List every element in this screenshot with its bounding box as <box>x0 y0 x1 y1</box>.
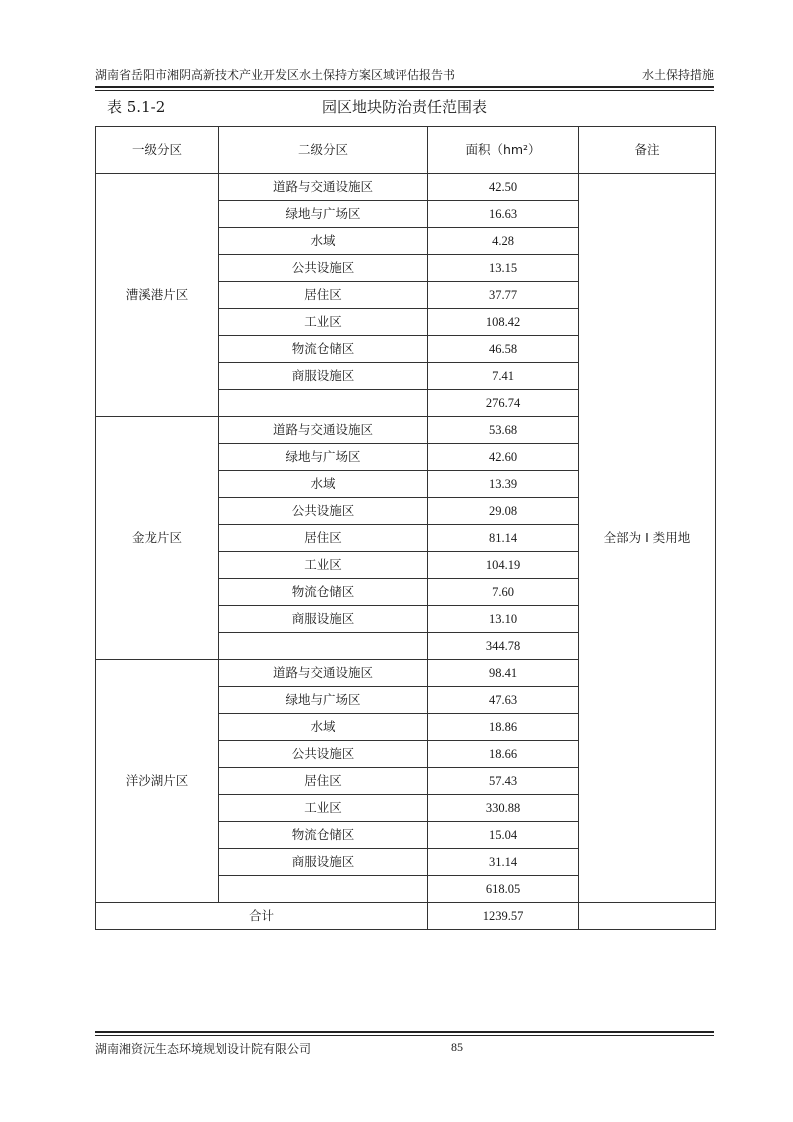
area-cell: 618.05 <box>428 876 579 903</box>
remark-cell: 全部为 I 类用地 <box>579 174 716 903</box>
zone-level2-cell: 道路与交通设施区 <box>219 417 428 444</box>
total-area-cell: 1239.57 <box>428 903 579 930</box>
header-cell-remark: 备注 <box>579 127 716 174</box>
area-cell: 7.41 <box>428 363 579 390</box>
zone-level2-cell: 道路与交通设施区 <box>219 174 428 201</box>
zone-level2-cell: 商服设施区 <box>219 363 428 390</box>
responsibility-scope-table <box>95 126 716 930</box>
area-cell: 98.41 <box>428 660 579 687</box>
zone-level2-cell: 物流仓储区 <box>219 822 428 849</box>
zone-level2-cell: 公共设施区 <box>219 255 428 282</box>
table-number: 表 5.1-2 <box>107 98 166 116</box>
header-rule-thick <box>95 86 714 88</box>
zone-level2-cell: 绿地与广场区 <box>219 687 428 714</box>
area-cell: 18.86 <box>428 714 579 741</box>
zone-level2-cell <box>219 633 428 660</box>
area-cell: 13.39 <box>428 471 579 498</box>
zone-level2-cell <box>219 876 428 903</box>
area-cell: 46.58 <box>428 336 579 363</box>
zone-level1-cell: 金龙片区 <box>96 417 219 660</box>
header-cell-level1: 一级分区 <box>96 127 219 174</box>
zone-level2-cell: 居住区 <box>219 768 428 795</box>
area-cell: 108.42 <box>428 309 579 336</box>
zone-level2-cell: 公共设施区 <box>219 498 428 525</box>
page-header <box>95 66 714 84</box>
header-cell-area: 面积（hm²） <box>428 127 579 174</box>
zone-level2-cell: 公共设施区 <box>219 741 428 768</box>
table-header-row <box>96 127 716 174</box>
area-cell: 330.88 <box>428 795 579 822</box>
footer-rule-thin <box>95 1035 714 1036</box>
zone-level2-cell: 工业区 <box>219 795 428 822</box>
zone-level2-cell: 商服设施区 <box>219 606 428 633</box>
header-cell-level2: 二级分区 <box>219 127 428 174</box>
zone-level2-cell: 工业区 <box>219 309 428 336</box>
header-rule-thin <box>95 90 714 91</box>
page-number: 85 <box>451 1040 463 1054</box>
zone-level2-cell: 水域 <box>219 228 428 255</box>
area-cell: 15.04 <box>428 822 579 849</box>
total-label-cell: 合计 <box>96 903 428 930</box>
zone-level2-cell <box>219 390 428 417</box>
header-section-title: 水土保持措施 <box>641 68 714 82</box>
zone-level2-cell: 物流仓储区 <box>219 336 428 363</box>
zone-level2-cell: 居住区 <box>219 525 428 552</box>
area-cell: 31.14 <box>428 849 579 876</box>
area-cell: 37.77 <box>428 282 579 309</box>
area-cell: 42.50 <box>428 174 579 201</box>
zone-level2-cell: 水域 <box>219 471 428 498</box>
footer-rule-thick <box>95 1031 714 1033</box>
footer-organization: 湖南湘资沅生态环境规划设计院有限公司 <box>95 1042 312 1056</box>
zone-level2-cell: 水域 <box>219 714 428 741</box>
zone-level2-cell: 居住区 <box>219 282 428 309</box>
area-cell: 42.60 <box>428 444 579 471</box>
area-cell: 57.43 <box>428 768 579 795</box>
area-cell: 16.63 <box>428 201 579 228</box>
zone-level2-cell: 绿地与广场区 <box>219 444 428 471</box>
area-cell: 53.68 <box>428 417 579 444</box>
area-cell: 344.78 <box>428 633 579 660</box>
area-cell: 104.19 <box>428 552 579 579</box>
zone-level2-cell: 工业区 <box>219 552 428 579</box>
zone-level1-cell: 漕溪港片区 <box>96 174 219 417</box>
total-remark-cell <box>579 903 716 930</box>
area-cell: 47.63 <box>428 687 579 714</box>
table-row <box>96 174 716 201</box>
zone-level2-cell: 绿地与广场区 <box>219 201 428 228</box>
area-cell: 81.14 <box>428 525 579 552</box>
area-cell: 18.66 <box>428 741 579 768</box>
zone-level2-cell: 道路与交通设施区 <box>219 660 428 687</box>
zone-level2-cell: 商服设施区 <box>219 849 428 876</box>
area-cell: 4.28 <box>428 228 579 255</box>
table-title: 园区地块防治责任范围表 <box>321 98 487 116</box>
area-cell: 276.74 <box>428 390 579 417</box>
zone-level1-cell: 洋沙湖片区 <box>96 660 219 903</box>
zone-level2-cell: 物流仓储区 <box>219 579 428 606</box>
area-cell: 29.08 <box>428 498 579 525</box>
table-body <box>96 127 716 930</box>
table-caption <box>95 96 714 118</box>
area-cell: 13.15 <box>428 255 579 282</box>
total-row <box>96 903 716 930</box>
area-cell: 13.10 <box>428 606 579 633</box>
area-cell: 7.60 <box>428 579 579 606</box>
header-report-title: 湖南省岳阳市湘阴高新技术产业开发区水土保持方案区域评估报告书 <box>95 68 456 82</box>
